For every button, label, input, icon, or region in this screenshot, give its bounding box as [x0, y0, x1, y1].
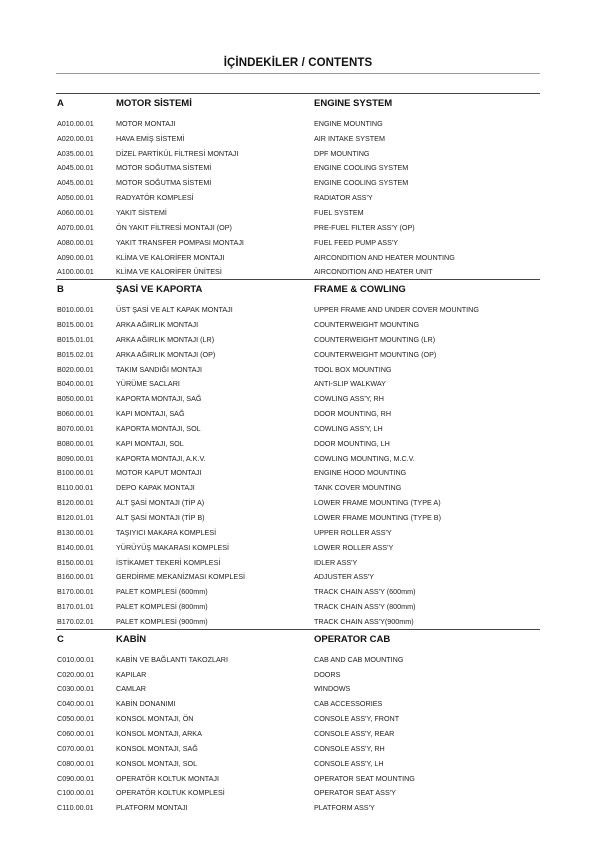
item-title-en: ADJUSTER ASS'Y	[314, 572, 375, 582]
item-title-en: UPPER ROLLER ASS'Y	[314, 527, 392, 537]
part-code: B060.00.01	[57, 409, 94, 419]
table-row	[56, 175, 540, 190]
item-title-en: LOWER ROLLER ASS'Y	[314, 542, 394, 552]
table-row	[56, 741, 540, 756]
item-title-en: COUNTERWEIGHT MOUNTING (LR)	[314, 334, 436, 344]
item-title-en: TRACK CHAIN ASS'Y (800mm)	[314, 602, 416, 612]
part-code: C030.00.01	[57, 684, 95, 694]
item-title-tr: KABİN VE BAĞLANTI TAKOZLARI	[116, 654, 228, 664]
page-title: İÇİNDEKİLER / CONTENTS	[223, 57, 373, 69]
item-title-en: DPF MOUNTING	[314, 148, 370, 158]
item-title-tr: KLİMA VE KALORİFER MONTAJI	[116, 252, 225, 262]
table-row	[56, 540, 540, 555]
table-row	[56, 785, 540, 800]
part-code: B120.01.01	[57, 513, 94, 523]
item-title-en: ENGINE COOLING SYSTEM	[314, 163, 409, 173]
section-title-en: ENGINE SYSTEM	[314, 98, 393, 109]
part-code: B170.01.01	[57, 602, 94, 612]
item-title-tr: CAMLAR	[116, 684, 146, 694]
item-title-tr: MOTOR SOĞUTMA SİSTEMİ	[116, 178, 212, 188]
part-code: A010.00.01	[57, 118, 94, 128]
part-code: C020.00.01	[57, 669, 95, 679]
part-code: B015.00.01	[57, 320, 94, 330]
item-title-en: ENGINE HOOD MOUNTING	[314, 468, 407, 478]
item-title-en: OPERATOR SEAT MOUNTING	[314, 773, 415, 783]
table-row	[56, 480, 540, 495]
item-title-en: IDLER ASS'Y	[314, 557, 358, 567]
table-row	[56, 131, 540, 146]
part-code: B170.02.01	[57, 616, 94, 626]
table-row	[56, 652, 540, 667]
part-code: B070.00.01	[57, 423, 94, 433]
table-row	[56, 682, 540, 697]
section-letter: C	[57, 633, 64, 645]
item-title-en: CAB AND CAB MOUNTING	[314, 654, 404, 664]
part-code: B050.00.01	[57, 394, 94, 404]
item-title-tr: YAKIT SİSTEMİ	[116, 207, 167, 217]
item-title-en: TANK COVER MOUNTING	[314, 483, 402, 493]
item-title-tr: ÜST ŞASİ VE ALT KAPAK MONTAJI	[116, 305, 233, 315]
item-title-tr: OPERATÖR KOLTUK MONTAJI	[116, 773, 220, 783]
table-row	[56, 584, 540, 599]
table-row	[56, 264, 540, 279]
item-title-en: TRACK CHAIN ASS'Y(900mm)	[314, 616, 414, 626]
item-title-en: ENGINE COOLING SYSTEM	[314, 178, 409, 188]
item-title-tr: KAPORTA MONTAJI, SOL	[116, 423, 201, 433]
item-title-en: PRE-FUEL FILTER ASS'Y (OP)	[314, 222, 415, 232]
section-title-en: OPERATOR CAB	[314, 633, 391, 645]
item-title-tr: ALT ŞASİ MONTAJI (TİP B)	[116, 513, 205, 523]
table-row	[56, 614, 540, 629]
item-title-en: CONSOLE ASS'Y, LH	[314, 758, 384, 768]
table-row	[56, 332, 540, 347]
table-row	[56, 116, 540, 131]
section-letter: A	[57, 98, 64, 109]
part-code: B160.00.01	[57, 572, 94, 582]
table-row	[56, 495, 540, 510]
item-title-tr: MOTOR MONTAJI	[116, 118, 176, 128]
item-title-tr: DİZEL PARTİKÜL FİLTRESİ MONTAJI	[116, 148, 239, 158]
item-title-tr: YÜRÜME SACLARI	[116, 379, 180, 389]
table-row	[56, 377, 540, 392]
section-title-tr: ŞASİ VE KAPORTA	[116, 284, 203, 296]
item-title-en: CONSOLE ASS'Y, FRONT	[314, 714, 400, 724]
item-title-tr: MOTOR KAPUT MONTAJI	[116, 468, 202, 478]
part-code: A045.00.01	[57, 163, 94, 173]
item-title-en: CONSOLE ASS'Y, RH	[314, 743, 385, 753]
section-title-tr: MOTOR SİSTEMİ	[116, 98, 192, 109]
table-row	[56, 406, 540, 421]
item-title-en: TOOL BOX MOUNTING	[314, 364, 392, 374]
item-title-tr: TAKIM SANDIĞI MONTAJI	[116, 364, 202, 374]
contents-table	[56, 93, 540, 815]
table-row	[56, 347, 540, 362]
item-title-en: CONSOLE ASS'Y, REAR	[314, 728, 395, 738]
table-row	[56, 771, 540, 786]
part-code: B130.00.01	[57, 527, 94, 537]
item-title-tr: PALET KOMPLESİ (600mm)	[116, 587, 208, 597]
item-title-tr: ARKA AĞIRLIK MONTAJI (LR)	[116, 334, 215, 344]
item-title-tr: MOTOR SOĞUTMA SİSTEMİ	[116, 163, 212, 173]
table-row	[56, 555, 540, 570]
part-code: B080.00.01	[57, 438, 94, 448]
table-row	[56, 436, 540, 451]
table-row	[56, 711, 540, 726]
part-code: A080.00.01	[57, 237, 94, 247]
part-code: C070.00.01	[57, 743, 95, 753]
table-row	[56, 391, 540, 406]
item-title-tr: TAŞIYICI MAKARA KOMPLESİ	[116, 527, 217, 537]
item-title-en: CAB ACCESSORIES	[314, 699, 383, 709]
table-row	[56, 466, 540, 481]
item-title-en: LOWER FRAME MOUNTING (TYPE B)	[314, 513, 441, 523]
item-title-tr: ÖN YAKIT FİLTRESİ MONTAJI (OP)	[116, 222, 232, 232]
item-title-en: COWLING ASS'Y, LH	[314, 423, 383, 433]
table-row	[56, 235, 540, 250]
part-code: C040.00.01	[57, 699, 95, 709]
item-title-tr: HAVA EMİŞ SİSTEMİ	[116, 133, 185, 143]
item-title-tr: KAPI MONTAJI, SOL	[116, 438, 184, 448]
table-row	[56, 161, 540, 176]
table-row	[56, 510, 540, 525]
part-code: C010.00.01	[57, 654, 95, 664]
part-code: B170.00.01	[57, 587, 94, 597]
item-title-tr: KONSOL MONTAJI, SOL	[116, 758, 198, 768]
item-title-tr: YAKIT TRANSFER POMPASI MONTAJI	[116, 237, 244, 247]
item-title-en: AIRCONDITION AND HEATER MOUNTING	[314, 252, 455, 262]
part-code: C050.00.01	[57, 714, 95, 724]
part-code: A090.00.01	[57, 252, 94, 262]
table-row	[56, 756, 540, 771]
item-title-en: DOORS	[314, 669, 341, 679]
part-code: A045.00.01	[57, 178, 94, 188]
item-title-en: AIR INTAKE SYSTEM	[314, 133, 385, 143]
table-row	[56, 362, 540, 377]
item-title-tr: KONSOL MONTAJI, SAĞ	[116, 743, 198, 753]
item-title-tr: PALET KOMPLESİ (800mm)	[116, 602, 208, 612]
part-code: A035.00.01	[57, 148, 94, 158]
table-row	[56, 205, 540, 220]
part-code: B090.00.01	[57, 453, 94, 463]
item-title-tr: KAPORTA MONTAJI, SAĞ	[116, 394, 202, 404]
part-code: C100.00.01	[57, 788, 95, 798]
section-header	[56, 630, 540, 649]
section-letter: B	[57, 284, 64, 296]
item-title-en: RADIATOR ASS'Y	[314, 193, 373, 203]
item-title-tr: KAPI MONTAJI, SAĞ	[116, 409, 185, 419]
part-code: B040.00.01	[57, 379, 94, 389]
part-code: B120.00.01	[57, 498, 94, 508]
item-title-tr: GERDİRME MEKANİZMASI KOMPLESİ	[116, 572, 245, 582]
item-title-en: PLATFORM ASS'Y	[314, 803, 375, 813]
item-title-en: FUEL FEED PUMP ASS'Y	[314, 237, 399, 247]
table-row	[56, 569, 540, 584]
table-row	[56, 667, 540, 682]
item-title-tr: YÜRÜYÜŞ MAKARASI KOMPLESİ	[116, 542, 230, 552]
table-row	[56, 250, 540, 265]
part-code: B150.00.01	[57, 557, 94, 567]
part-code: B110.00.01	[57, 483, 94, 493]
item-title-tr: PLATFORM MONTAJI	[116, 803, 188, 813]
item-title-tr: İSTİKAMET TEKERİ KOMPLESİ	[116, 557, 221, 567]
part-code: A020.00.01	[57, 133, 94, 143]
item-title-en: LOWER FRAME MOUNTING (TYPE A)	[314, 498, 441, 508]
table-row	[56, 696, 540, 711]
table-row	[56, 800, 540, 815]
item-title-tr: ALT ŞASİ MONTAJI (TİP A)	[116, 498, 205, 508]
part-code: C060.00.01	[57, 728, 95, 738]
item-title-tr: KABİN DONANIMI	[116, 699, 176, 709]
part-code: B020.00.01	[57, 364, 94, 374]
part-code: B010.00.01	[57, 305, 94, 315]
item-title-tr: KAPILAR	[116, 669, 147, 679]
item-title-en: COUNTERWEIGHT MOUNTING (OP)	[314, 349, 437, 359]
item-title-tr: ARKA AĞIRLIK MONTAJI (OP)	[116, 349, 216, 359]
item-title-en: ENGINE MOUNTING	[314, 118, 383, 128]
item-title-en: TRACK CHAIN ASS'Y (600mm)	[314, 587, 416, 597]
item-title-en: COWLING ASS'Y, RH	[314, 394, 384, 404]
section-header	[56, 94, 540, 113]
table-row	[56, 421, 540, 436]
item-title-en: ANTI-SLIP WALKWAY	[314, 379, 386, 389]
title-divider	[56, 73, 540, 74]
part-code: A050.00.01	[57, 193, 94, 203]
item-title-tr: KONSOL MONTAJI, ARKA	[116, 728, 202, 738]
part-code: B140.00.01	[57, 542, 94, 552]
item-title-tr: OPERATÖR KOLTUK KOMPLESİ	[116, 788, 225, 798]
part-code: A060.00.01	[57, 207, 94, 217]
item-title-tr: ARKA AĞIRLIK MONTAJI	[116, 320, 199, 330]
item-title-en: WINDOWS	[314, 684, 351, 694]
item-title-en: UPPER FRAME AND UNDER COVER MOUNTING	[314, 305, 479, 315]
item-title-tr: RADYATÖR KOMPLESİ	[116, 193, 194, 203]
item-title-en: COWLING MOUNTING, M.C.V.	[314, 453, 415, 463]
part-code: C090.00.01	[57, 773, 95, 783]
table-row	[56, 190, 540, 205]
table-row	[56, 220, 540, 235]
table-row	[56, 146, 540, 161]
item-title-en: AIRCONDITION AND HEATER UNIT	[314, 267, 433, 277]
section-title-en: FRAME & COWLING	[314, 284, 406, 296]
item-title-en: DOOR MOUNTING, LH	[314, 438, 390, 448]
part-code: B015.02.01	[57, 349, 94, 359]
part-code: A100.00.01	[57, 267, 94, 277]
item-title-tr: DEPO KAPAK MONTAJI	[116, 483, 195, 493]
part-code: C080.00.01	[57, 758, 95, 768]
table-row	[56, 317, 540, 332]
item-title-en: FUEL SYSTEM	[314, 207, 364, 217]
table-row	[56, 599, 540, 614]
table-row	[56, 726, 540, 741]
part-code: B100.00.01	[57, 468, 94, 478]
part-code: C110.00.01	[57, 803, 94, 813]
item-title-en: OPERATOR SEAT ASS'Y	[314, 788, 396, 798]
item-title-en: COUNTERWEIGHT MOUNTING	[314, 320, 420, 330]
section-title-tr: KABİN	[116, 633, 147, 645]
table-row	[56, 302, 540, 317]
item-title-tr: KLİMA VE KALORİFER ÜNİTESİ	[116, 267, 222, 277]
table-row	[56, 451, 540, 466]
item-title-tr: KONSOL MONTAJI, ÖN	[116, 714, 194, 724]
table-row	[56, 525, 540, 540]
item-title-en: DOOR MOUNTING, RH	[314, 409, 392, 419]
part-code: B015.01.01	[57, 334, 94, 344]
item-title-tr: KAPORTA MONTAJI, A.K.V.	[116, 453, 206, 463]
section-header	[56, 280, 540, 299]
item-title-tr: PALET KOMPLESİ (900mm)	[116, 616, 208, 626]
part-code: A070.00.01	[57, 222, 94, 232]
